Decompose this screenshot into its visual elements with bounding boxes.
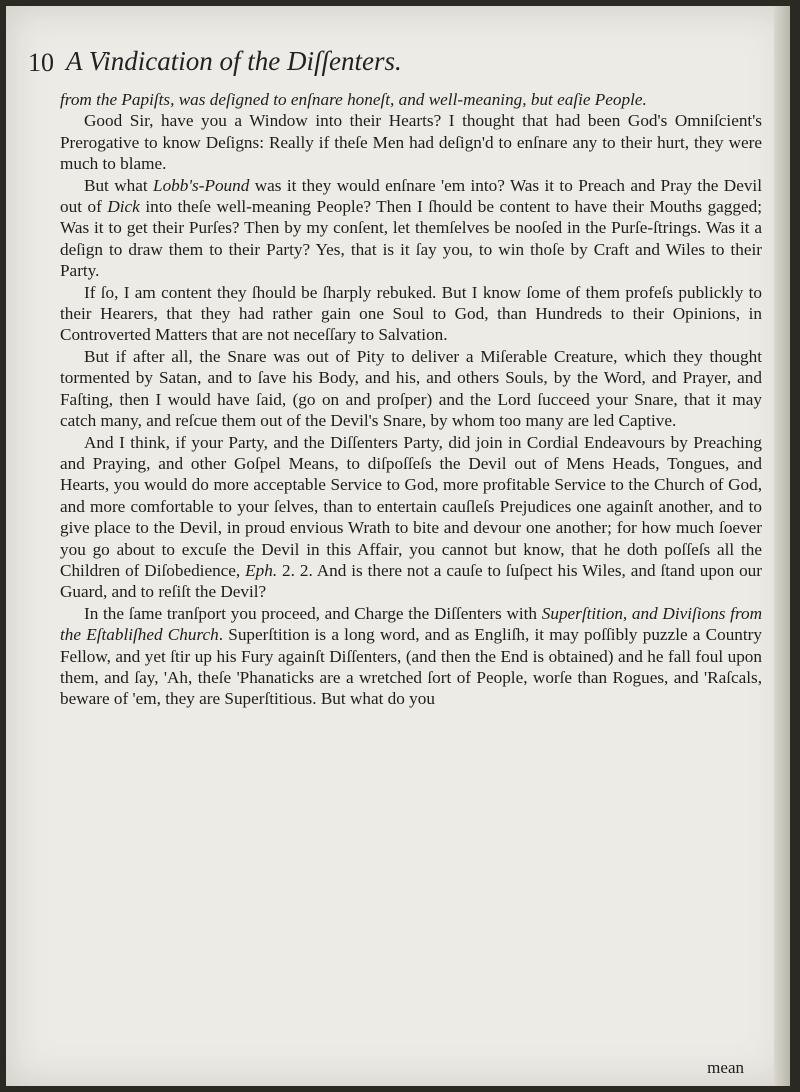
book-page [6, 6, 790, 1086]
paragraph: But if after all, the Snare was out of Pity to deliver a Miſerable Creature, which they thought tormented by Satan, and to ſave his Body, and his, and others Souls, by the Word, and Prayer, and Faſting, then I would have ſaid, (go on and proſper) and the Lord ſucceed your Snare, that it may catch many, and reſcue them out of the Devil's Snare, by whom too many are led Captive. [60, 346, 762, 431]
paragraph: In the ſame tranſport you proceed, and Charge the Diſſenters with Superſtition, and Diviſions from the Eſtabliſhed Church. Superſtition is a long word, and as Engliſh, it may poſſibly puzzle a Country Fellow, and yet ſtir up his Fury againſt Diſſenters, (and then the End is obtained) and he fall foul upon them, and ſay, 'Ah, theſe 'Phanaticks are a wretched ſort of People, worſe than Rogues, and 'Raſcals, beware of 'em, they are Superſtitious. But what do you [60, 603, 762, 709]
body-text [60, 89, 762, 710]
paragraph: But what Lobb's-Pound was it they would enſnare 'em into? Was it to Preach and Pray the Devil out of Dick into theſe well-meaning People? Then I ſhould be content to have their Mouths gagged; Was it to get their Purſes? Then by my conſent, let themſelves be nooſed in the Purſe-ſtrings. Was it a deſign to draw them to their Party? Yes, that is it ſay you, to win thoſe by Craft and Wiles to their Party. [60, 175, 762, 281]
running-title: A Vindication of the Diſſenters. [66, 46, 402, 76]
paragraph: Good Sir, have you a Window into their Hearts? I thought that had been God's Omniſcient's Prerogative to know Deſigns: Really if theſe Men had deſign'd to enſnare any to their hurt, they were much to blame. [60, 111, 762, 174]
paragraph: from the Papiſts, was deſigned to enſnare honeſt, and well-meaning, but eaſie People. [60, 90, 647, 109]
page-gutter [774, 6, 790, 1086]
page-number: 10 [28, 48, 54, 77]
paragraph: If ſo, I am content they ſhould be ſharply rebuked. But I know ſome of them profeſs publickly to their Hearers, that they had rather gain one Soul to God, than Hundreds to their Opinions, in Controverted Matters that are not neceſſary to Salvation. [60, 282, 762, 345]
catchword: mean [707, 1058, 744, 1077]
page-header [28, 44, 768, 84]
paragraph: And I think, if your Party, and the Diſſenters Party, did join in Cordial Endeavours by Preaching and Praying, and other Goſpel Means, to diſpoſſeſs the Devil out of Mens Heads, Tongues, and Hearts, you would do more acceptable Service to God, more profitable Service to the Church of God, and more comfortable to your ſelves, than to entertain cauſleſs Prejudices one againſt another, and to give place to the Devil, in proud envious Wrath to bite and devour one another; for how much ſoever you go about to excuſe the Devil in this Affair, you cannot but know, that he doth poſſeſs all the Children of Diſobedience, Eph. 2. 2. And is there not a cauſe to ſuſpect his Wiles, and ſtand upon our Guard, and to reſiſt the Devil? [60, 432, 762, 602]
